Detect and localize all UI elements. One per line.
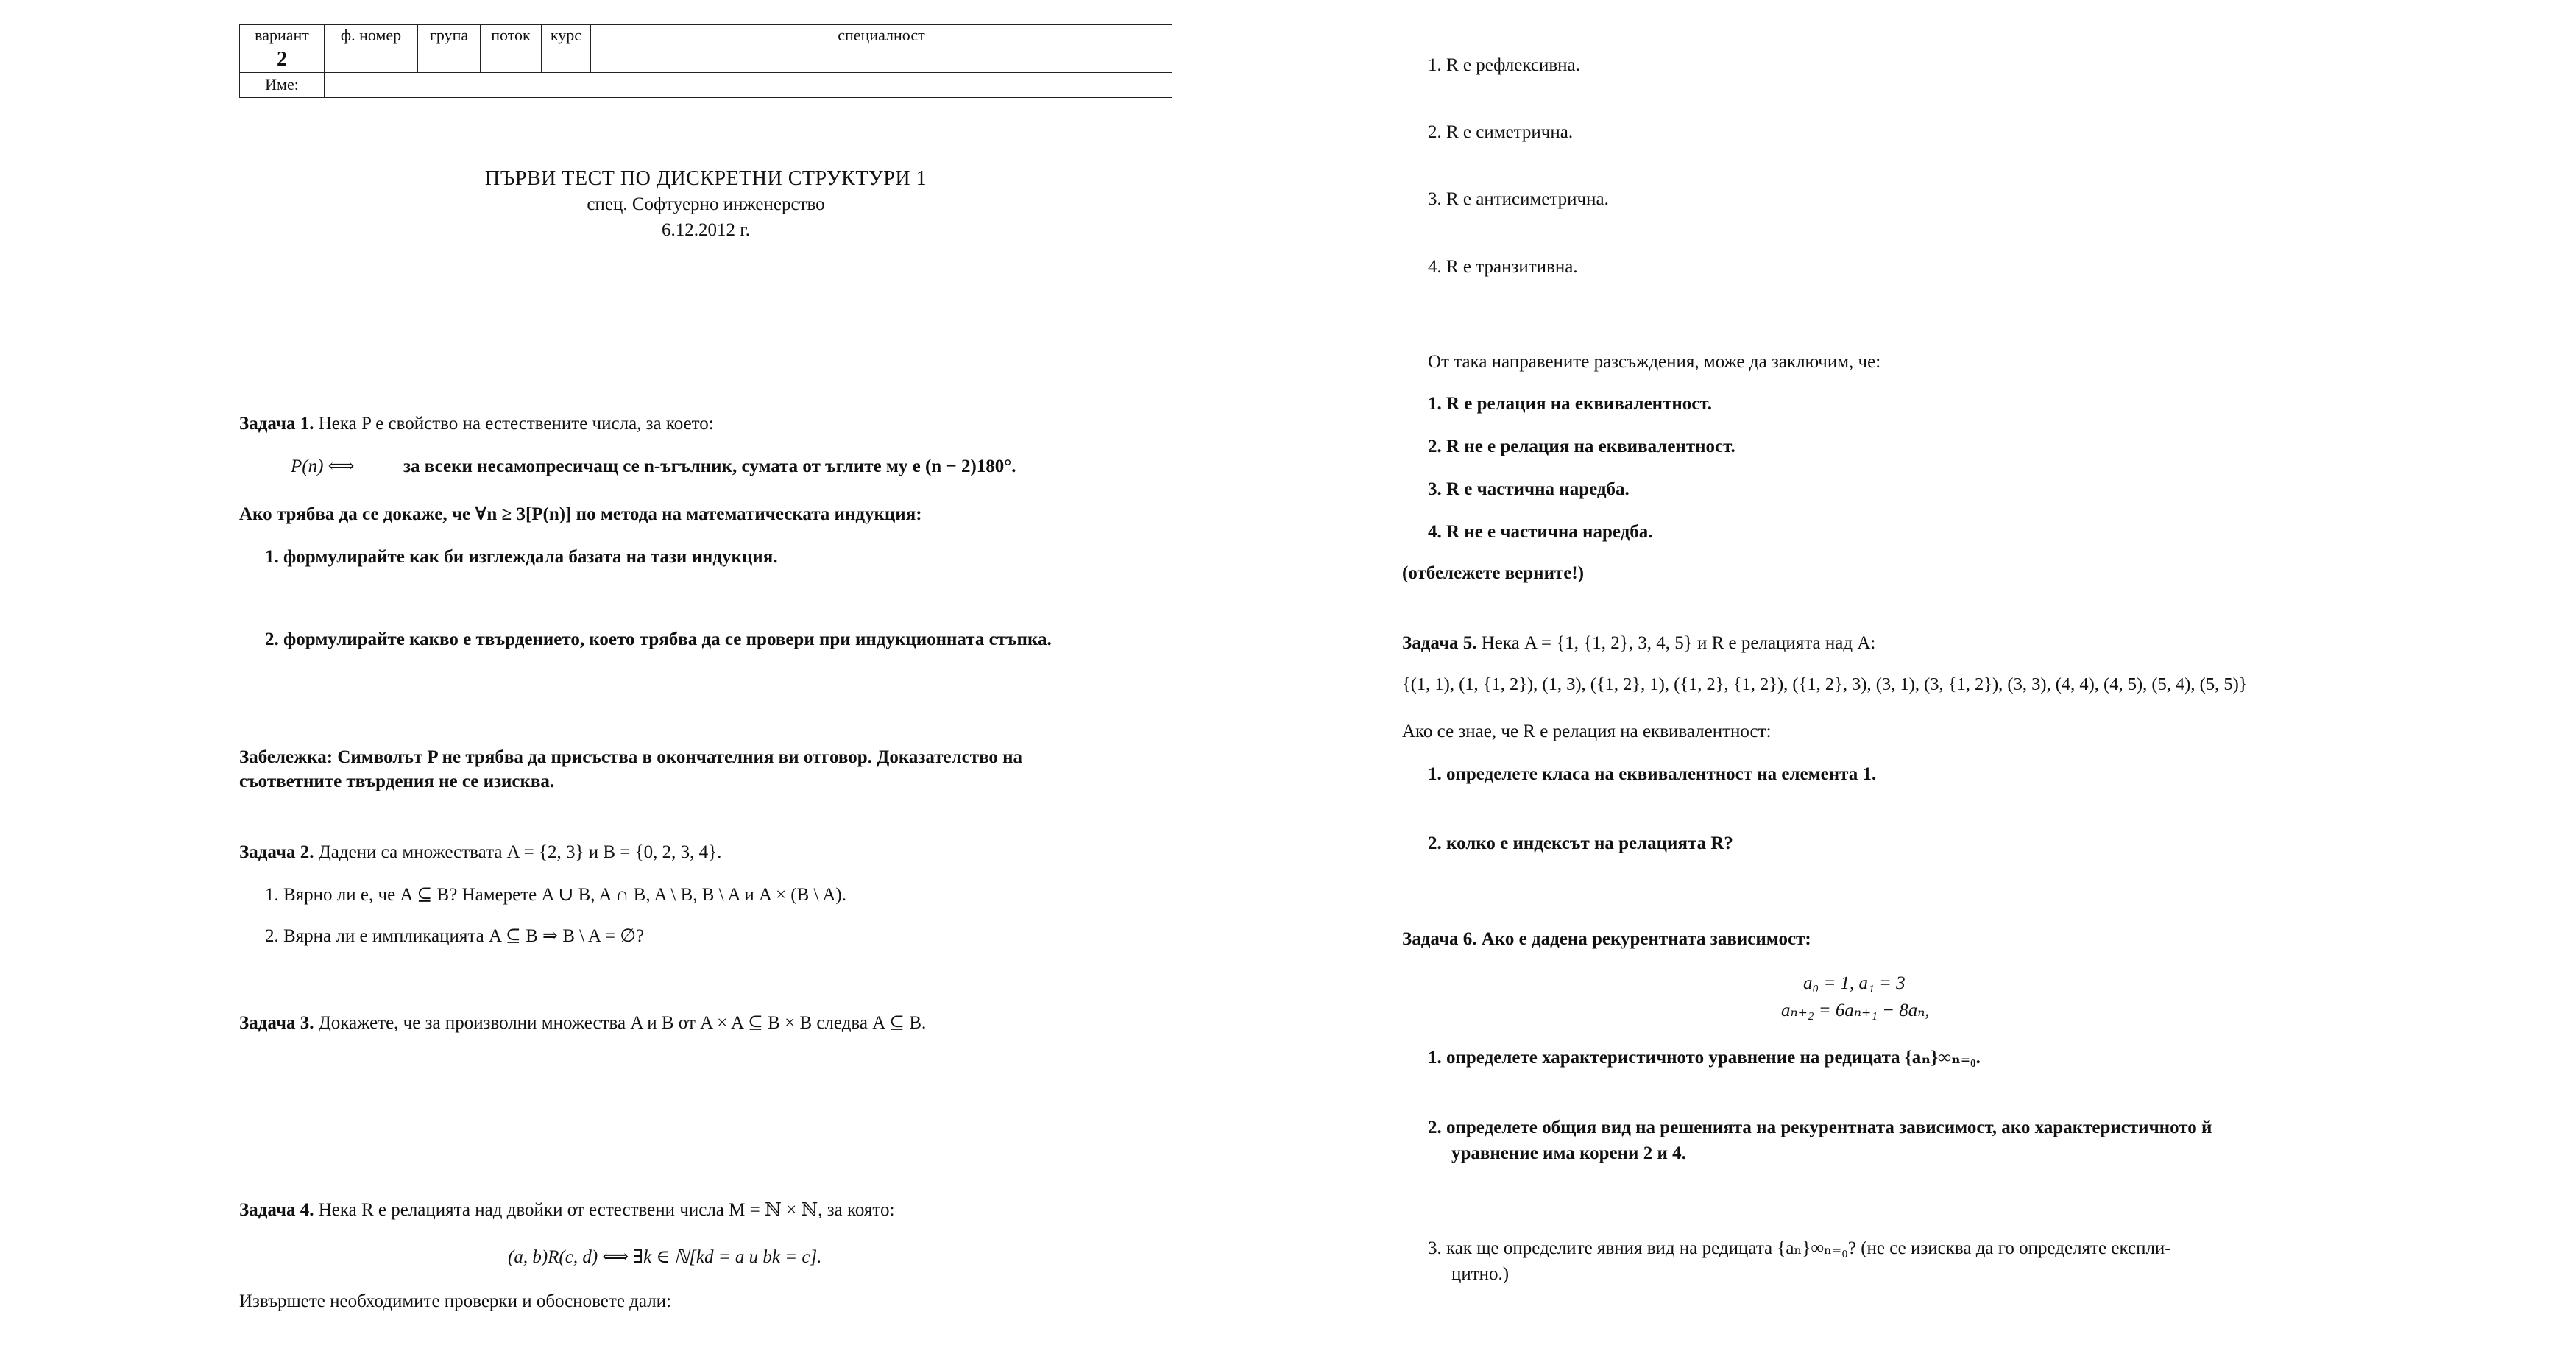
variant-value: 2 (240, 46, 325, 72)
task6-item-3: 3. как ще определите явния вид на редицата {aₙ}∞ₙ₌₀? (не се изисква да го определяте експли- (1428, 1238, 2171, 1258)
task1-label: Задача 1. (239, 414, 314, 434)
task5-item-1: 1. определете класа на еквивалентност на елемента 1. (1428, 764, 1877, 784)
task2-item-2: 2. Вярна ли е импликацията A ⊆ B ⇒ B \ A = ∅? (265, 926, 645, 946)
task4-conclusion-2: 2. R не е релация на еквивалентност. (1428, 437, 1735, 456)
task5-question: Ако се знае, че R е релация на еквивалентност: (1402, 722, 1772, 741)
task3-label: Задача 3. (239, 1013, 314, 1033)
task6-eq2: aₙ₊₂ = 6aₙ₊₁ − 8aₙ, (1781, 1001, 1930, 1020)
student-info-table (239, 24, 1172, 98)
header-cell-group: група (418, 25, 481, 46)
task5-heading (1402, 632, 1875, 655)
task1-question: Ако трябва да се докаже, че ∀n ≥ 3[P(n)] по метода на математическата индукция: (239, 504, 922, 524)
task3-heading (239, 1012, 926, 1034)
task6-item-2-cont: уравнение има корени 2 и 4. (1451, 1143, 1686, 1163)
task5-intro: Нека A = {1, {1, 2}, 3, 4, 5} и R е релацията над A: (1481, 633, 1876, 653)
task4-mark-note: (отбележете верните!) (1402, 563, 1585, 583)
group-field[interactable] (418, 46, 481, 72)
stream-field[interactable] (481, 46, 542, 72)
task4-conclusion-3: 3. R е частична наредба. (1428, 479, 1630, 499)
task1-item-1: 1. формулирайте как би изглеждала базата на тази индукция. (265, 547, 778, 567)
task4-intro: Нека R е релацията над двойки от естествени числа M = ℕ × ℕ, за която: (318, 1200, 895, 1220)
specialty-field[interactable] (591, 46, 1172, 72)
header-cell-stream: поток (481, 25, 542, 46)
task2-intro: Дадени са множествата A = {2, 3} и B = {0, 2, 3, 4}. (318, 842, 722, 862)
test-date: 6.12.2012 г. (662, 220, 750, 240)
right-page (1288, 0, 2576, 1351)
task4-item-1: 1. R е рефлексивна. (1428, 55, 1580, 75)
task4-heading (239, 1199, 894, 1221)
header-cell-faculty-number: ф. номер (325, 25, 418, 46)
task6-item-3-cont: цитно.) (1451, 1264, 1510, 1284)
task6-intro: Ако е дадена рекурентната зависимост: (1481, 929, 1811, 949)
task2-label: Задача 2. (239, 842, 314, 862)
task6-heading (1402, 928, 1811, 950)
task6-eq1: a₀ = 1, a₁ = 3 (1803, 973, 1906, 993)
faculty-number-field[interactable] (325, 46, 418, 72)
task1-note-line1: Забележка: Символът P не трябва да присъства в окончателния ви отговор. Доказателство на (239, 747, 1023, 767)
task4-conclusion-4: 4. R не е частична наредба. (1428, 522, 1653, 542)
task5-item-2: 2. колко е индексът на релацията R? (1428, 833, 1733, 853)
task1-heading (239, 412, 714, 435)
task1-item-2: 2. формулирайте какво е твърдението, което трябва да се провери при индукционната стъпка. (265, 629, 1052, 649)
task4-label: Задача 4. (239, 1200, 314, 1220)
task6-item-2: 2. определете общия вид на решенията на рекурентната зависимост, ако характеристичното й (1428, 1118, 2212, 1137)
year-field[interactable] (542, 46, 591, 72)
task3-text: Докажете, че за произволни множества A и B от A × A ⊆ B × B следва A ⊆ B. (318, 1013, 927, 1033)
task4-item-4: 4. R е транзитивна. (1428, 257, 1578, 277)
header-cell-variant: вариант (240, 25, 325, 46)
task2-heading (239, 841, 721, 864)
header-cell-specialty: специалност (591, 25, 1172, 46)
task4-item-2: 2. R е симетрична. (1428, 122, 1574, 142)
task1-formula-lhs: P(n) ⟺ (291, 456, 355, 476)
task2-item-1: 1. Вярно ли е, че A ⊆ B? Намерете A ∪ B, A ∩ B, A \ B, B \ A и A × (B \ A). (265, 885, 847, 905)
task6-label: Задача 6. (1402, 929, 1477, 949)
header-cell-year: курс (542, 25, 591, 46)
task1-formula-rhs: за всеки несамопресичащ се n-ъгълник, сумата от ъглите му е (n − 2)180°. (403, 456, 1016, 476)
test-specialty: спец. Софтуерно инженерство (587, 194, 825, 214)
task4-question: Извършете необходимите проверки и обосновете дали: (239, 1291, 672, 1311)
name-field[interactable] (325, 72, 1172, 97)
task4-formula: (a, b)R(c, d) ⟺ ∃k ∈ ℕ[kd = a и bk = c]. (508, 1247, 822, 1267)
task5-relation: {(1, 1), (1, {1, 2}), (1, 3), ({1, 2}, 1), ({1, 2}, {1, 2}), ({1, 2}, 3), (3, 1), (3, {1, 2}), (3, 3), (4, 4), (4, 5), (5, 4), (5, 5)} (1402, 674, 2248, 694)
task4-conclusion-1: 1. R е релация на еквивалентност. (1428, 394, 1712, 414)
task4-conclusion-intro: От така направените разсъждения, може да заключим, че: (1428, 352, 1881, 372)
task1-note-line2: съответните твърдения не се изисква. (239, 772, 555, 791)
name-label: Име: (240, 72, 325, 97)
task6-item-1: 1. определете характеристичното уравнение на редицата {aₙ}∞ₙ₌₀. (1428, 1048, 1981, 1068)
test-title: ПЪРВИ ТЕСТ ПО ДИСКРЕТНИ СТРУКТУРИ 1 (484, 167, 927, 190)
task5-label: Задача 5. (1402, 633, 1477, 653)
task1-intro: Нека P е свойство на естествените числа, за което: (318, 414, 714, 434)
task4-item-3: 3. R е антисиметрична. (1428, 189, 1609, 209)
